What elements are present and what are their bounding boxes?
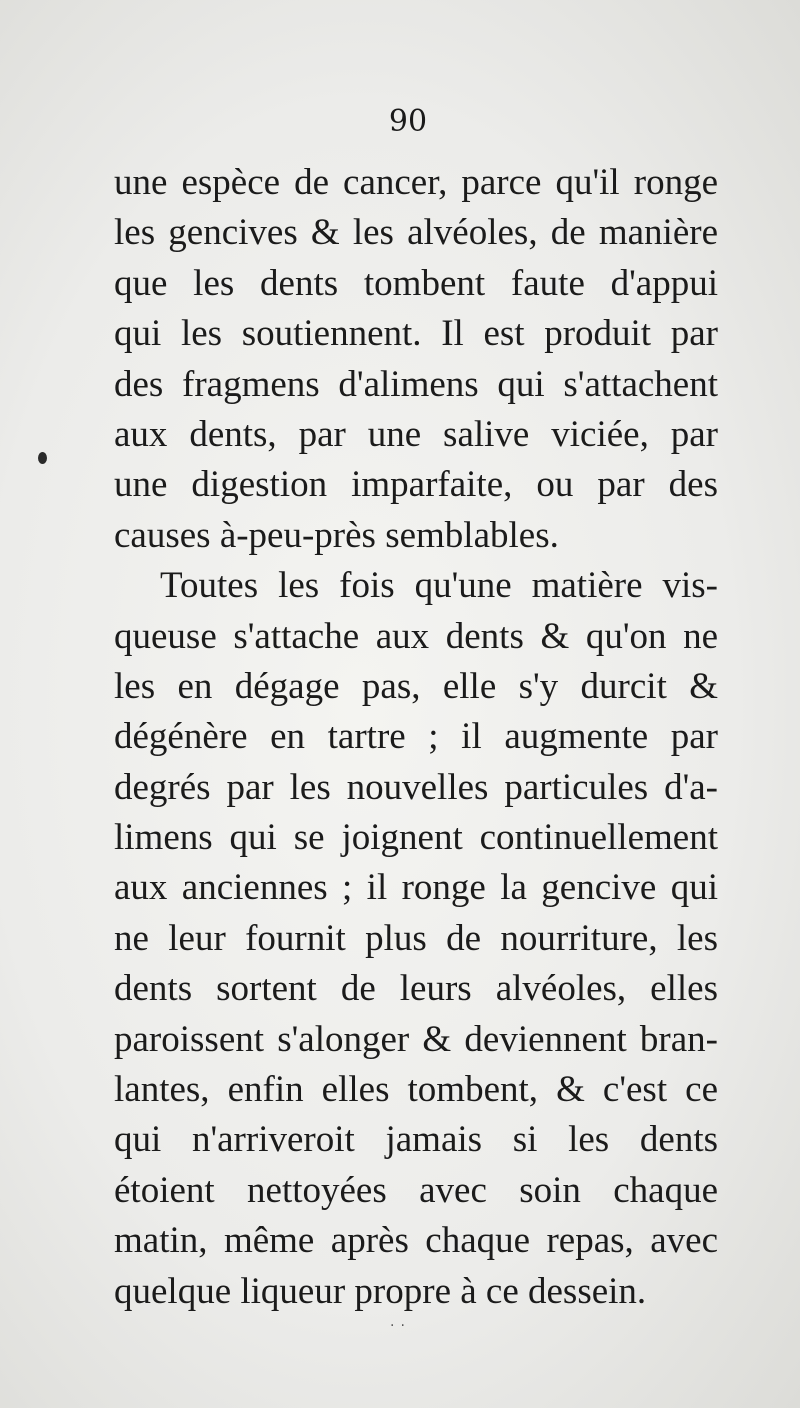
ink-dots: ·· [390,1318,411,1334]
page-number: 90 [388,104,428,139]
text-line: des fragmens d'alimens qui s'attachent [114,363,718,405]
text-line: causes à-peu-près semblables. [114,514,559,556]
text-line: paroissent s'alonger & deviennent bran- [114,1018,718,1060]
text-line: dégénère en tartre ; il augmente par [114,716,718,758]
text-line: une espèce de cancer, parce qu'il ronge [114,162,718,203]
text-line: matin, même après chaque repas, avec [114,1220,718,1262]
text-line: Toutes les fois qu'une matière vis- [160,565,718,607]
text-line: que les dents tombent faute d'appui [114,262,718,304]
text-line: queuse s'attache aux dents & qu'on ne [114,615,718,657]
text-line: lantes, enfin elles tombent, & c'est ce [114,1069,718,1111]
paragraph-2 [114,561,718,1317]
text-line: quelque liqueur propre à ce dessein. [114,1270,647,1312]
text-line: les en dégage pas, elle s'y durcit & [114,665,718,707]
text-line: degrés par les nouvelles particules d'a- [114,766,718,808]
body-text [114,158,718,1317]
ink-speck [38,452,47,464]
text-line: aux dents, par une salive viciée, par [114,413,718,455]
text-line: aux anciennes ; il ronge la gencive qui [114,867,718,909]
text-line: limens qui se joignent continuellement [114,817,718,859]
paragraph-1 [114,158,718,561]
text-line: étoient nettoyées avec soin chaque [114,1169,718,1211]
text-line: dents sortent de leurs alvéoles, elles [114,968,718,1010]
text-line: qui n'arriveroit jamais si les dents [114,1119,718,1161]
text-line: ne leur fournit plus de nourriture, les [114,917,718,959]
text-line: les gencives & les alvéoles, de manière [114,212,718,254]
text-line: qui les soutiennent. Il est produit par [114,313,718,355]
text-line: une digestion imparfaite, ou par des [114,464,718,506]
